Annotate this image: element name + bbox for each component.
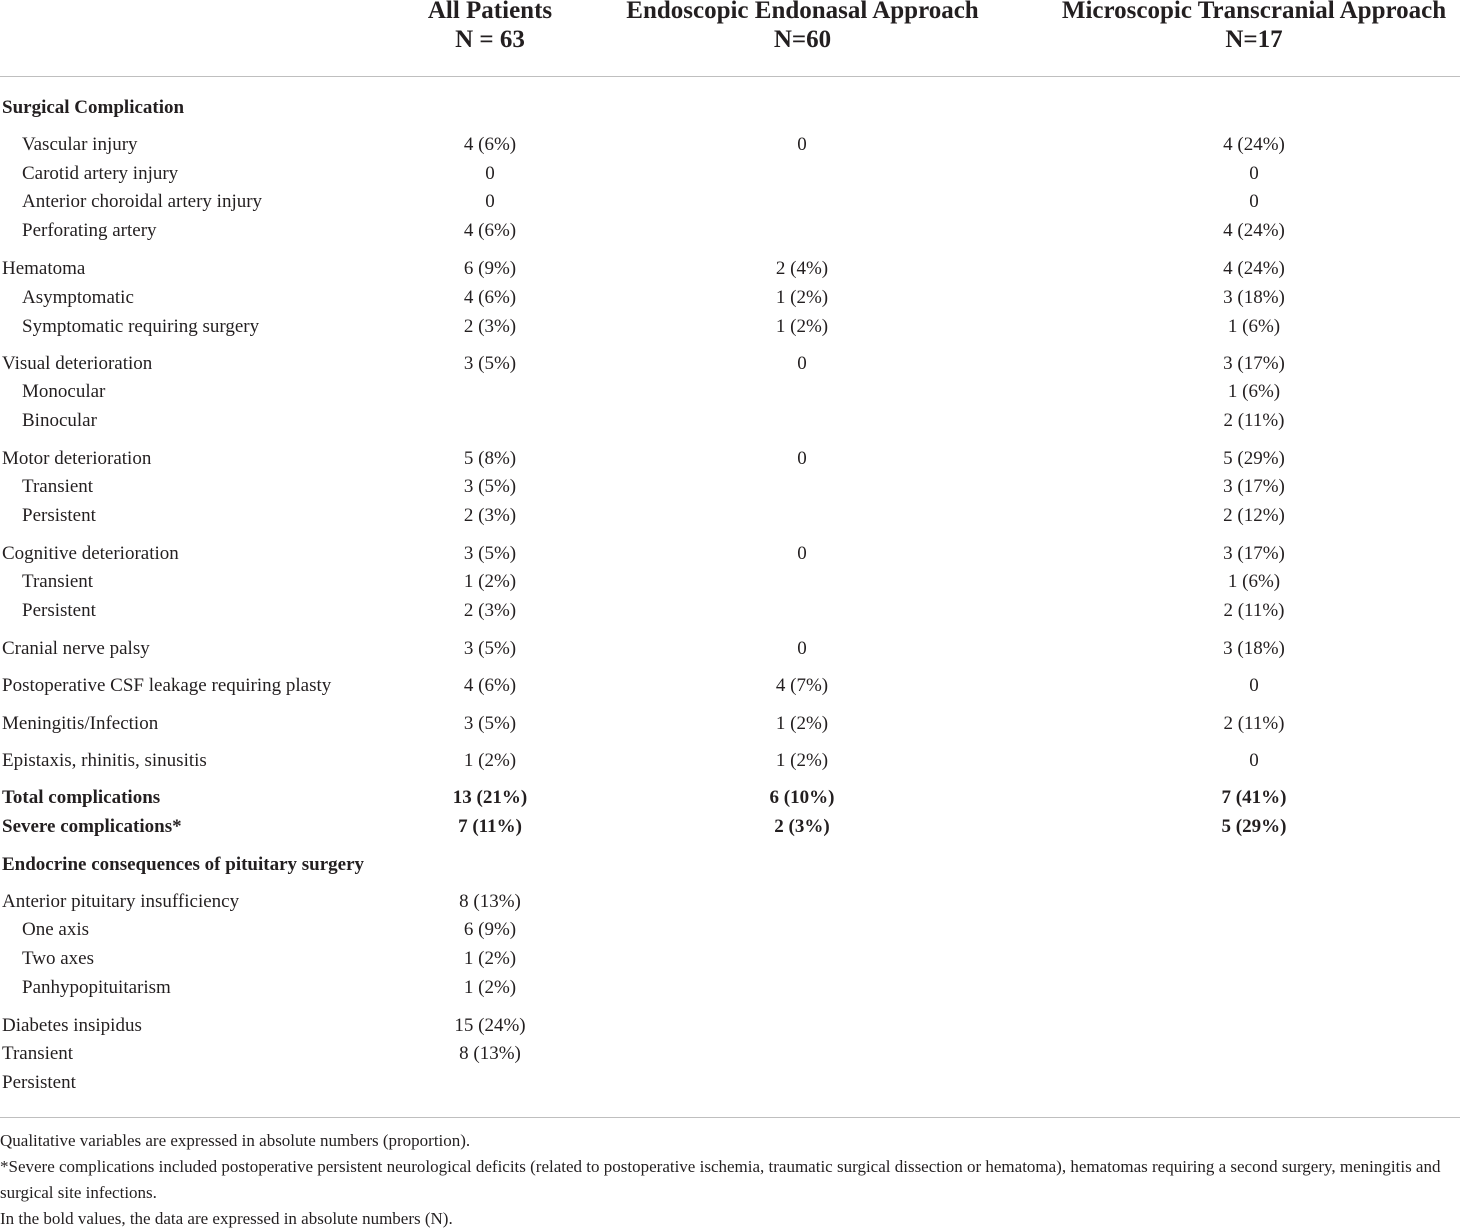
table-row [0, 407, 1460, 435]
row-label: Monocular [22, 381, 106, 402]
column-header-count: N = 63 [455, 26, 525, 53]
row-label: Panhypopituitarism [22, 977, 171, 998]
cell-c3: 3 (17%) [1223, 543, 1285, 564]
column-header-microscopic [1045, 0, 1460, 54]
cell-c2: 2 (4%) [775, 258, 829, 279]
table-row [0, 945, 1460, 973]
cell-c2: 2 (3%) [774, 816, 830, 837]
row-label: Perforating artery [22, 220, 157, 241]
row-label: Asymptomatic [22, 287, 134, 308]
cell-c3: 3 (18%) [1223, 287, 1285, 308]
row-label: Anterior pituitary insufficiency [2, 891, 240, 912]
table-row [0, 502, 1460, 530]
cell-c3: 3 (17%) [1223, 476, 1285, 497]
table-row [0, 747, 1460, 775]
cell-c1: 3 (5%) [463, 476, 517, 497]
table-row [0, 784, 1460, 812]
row-label: Transient [22, 571, 94, 592]
cell-c1: 1 (2%) [463, 571, 517, 592]
row-label: One axis [22, 919, 90, 940]
cell-c1: 3 (5%) [463, 353, 517, 374]
table-row [0, 597, 1460, 625]
row-label: Symptomatic requiring surgery [22, 316, 260, 337]
cell-c2: 0 [797, 638, 807, 659]
row-label: Diabetes insipidus [2, 1015, 142, 1036]
table-row [0, 160, 1460, 188]
row-label: Carotid artery injury [22, 163, 179, 184]
cell-c3: 1 (6%) [1227, 381, 1281, 402]
column-header-title: Endoscopic Endonasal Approach [626, 0, 979, 24]
table-row [0, 1040, 1460, 1068]
row-label: Total complications [2, 787, 161, 808]
table-row [0, 131, 1460, 159]
table-row [0, 672, 1460, 700]
row-label: Surgical Complication [2, 97, 185, 118]
table-row [0, 217, 1460, 245]
table-header [0, 0, 1460, 77]
cell-c1: 2 (3%) [463, 600, 517, 621]
row-label: Binocular [22, 410, 97, 431]
cell-c3: 1 (6%) [1227, 571, 1281, 592]
cell-c1: 3 (5%) [463, 638, 517, 659]
table-row [0, 888, 1460, 916]
cell-c2: 1 (2%) [775, 713, 829, 734]
cell-c1: 7 (11%) [458, 816, 522, 837]
cell-c2: 0 [797, 353, 807, 374]
table-row [0, 188, 1460, 216]
cell-c3: 5 (29%) [1223, 448, 1285, 469]
footnote-bold-values: In the bold values, the data are expressed in absolute numbers (N). [0, 1209, 453, 1228]
cell-c3: 4 (24%) [1223, 220, 1285, 241]
cell-c3: 2 (11%) [1223, 713, 1285, 734]
cell-c1: 6 (9%) [463, 919, 517, 940]
row-label: Transient [2, 1043, 74, 1064]
column-header-endoscopic [585, 0, 1020, 54]
row-label: Motor deterioration [2, 448, 152, 469]
cell-c3: 4 (24%) [1223, 134, 1285, 155]
cell-c1: 3 (5%) [463, 713, 517, 734]
table-row [0, 94, 1460, 122]
row-label: Epistaxis, rhinitis, sinusitis [2, 750, 207, 771]
table-row [0, 255, 1460, 283]
column-header-count: N=60 [773, 26, 832, 53]
cell-c2: 1 (2%) [775, 287, 829, 308]
row-label: Persistent [22, 600, 96, 621]
row-label: Meningitis/Infection [2, 713, 159, 734]
cell-c1: 1 (2%) [463, 977, 517, 998]
table-row [0, 974, 1460, 1002]
column-header-title: All Patients [427, 0, 553, 24]
row-label: Persistent [2, 1072, 76, 1093]
cell-c1: 3 (5%) [463, 543, 517, 564]
cell-c1: 0 [485, 163, 495, 184]
cell-c1: 1 (2%) [463, 750, 517, 771]
cell-c3: 4 (24%) [1223, 258, 1285, 279]
row-label: Visual deterioration [2, 353, 153, 374]
cell-c2: 0 [797, 134, 807, 155]
cell-c3: 3 (18%) [1223, 638, 1285, 659]
cell-c3: 7 (41%) [1221, 787, 1287, 808]
row-label: Transient [22, 476, 94, 497]
cell-c1: 4 (6%) [463, 287, 517, 308]
cell-c1: 15 (24%) [454, 1015, 526, 1036]
cell-c1: 4 (6%) [463, 220, 517, 241]
row-label: Two axes [22, 948, 95, 969]
cell-c3: 3 (17%) [1223, 353, 1285, 374]
row-label: Hematoma [2, 258, 86, 279]
table-row [0, 313, 1460, 341]
row-label: Cognitive deterioration [2, 543, 179, 564]
cell-c2: 1 (2%) [775, 750, 829, 771]
row-label: Endocrine consequences of pituitary surgery [2, 854, 365, 875]
cell-c1: 13 (21%) [452, 787, 528, 808]
table-row [0, 1069, 1460, 1097]
cell-c3: 0 [1249, 750, 1259, 771]
table-row [0, 445, 1460, 473]
cell-c3: 0 [1249, 675, 1259, 696]
cell-c1: 4 (6%) [463, 134, 517, 155]
cell-c1: 5 (8%) [463, 448, 517, 469]
cell-c3: 2 (11%) [1223, 600, 1285, 621]
row-label: Severe complications* [2, 816, 182, 837]
cell-c1: 4 (6%) [463, 675, 517, 696]
table-row [0, 473, 1460, 501]
table-row [0, 284, 1460, 312]
cell-c3: 0 [1249, 191, 1259, 212]
cell-c3: 1 (6%) [1227, 316, 1281, 337]
cell-c1: 8 (13%) [459, 891, 521, 912]
row-label: Persistent [22, 505, 96, 526]
table-row [0, 568, 1460, 596]
cell-c2: 1 (2%) [775, 316, 829, 337]
row-label: Cranial nerve palsy [2, 638, 150, 659]
footnote-qualitative: Qualitative variables are expressed in absolute numbers (proportion). [0, 1131, 471, 1150]
cell-c3: 5 (29%) [1221, 816, 1287, 837]
cell-c2: 4 (7%) [775, 675, 829, 696]
table-row [0, 916, 1460, 944]
cell-c2: 6 (10%) [769, 787, 835, 808]
row-label: Postoperative CSF leakage requiring plasty [2, 675, 332, 696]
cell-c1: 0 [485, 191, 495, 212]
cell-c2: 0 [797, 448, 807, 469]
cell-c1: 1 (2%) [463, 948, 517, 969]
table-row [0, 540, 1460, 568]
column-header-title: Microscopic Transcranial Approach [1061, 0, 1447, 24]
cell-c3: 0 [1249, 163, 1259, 184]
table-row [0, 813, 1460, 841]
table-row [0, 1012, 1460, 1040]
table-row [0, 350, 1460, 378]
cell-c1: 8 (13%) [459, 1043, 521, 1064]
cell-c2: 0 [797, 543, 807, 564]
table-row [0, 635, 1460, 663]
cell-c1: 2 (3%) [463, 316, 517, 337]
column-header-count: N=17 [1225, 26, 1283, 53]
table-row [0, 378, 1460, 406]
cell-c3: 2 (12%) [1223, 505, 1285, 526]
cell-c1: 2 (3%) [463, 505, 517, 526]
row-label: Vascular injury [22, 134, 138, 155]
table-row [0, 710, 1460, 738]
row-label: Anterior choroidal artery injury [22, 191, 263, 212]
cell-c1: 6 (9%) [463, 258, 517, 279]
cell-c3: 2 (11%) [1223, 410, 1285, 431]
footnote-severe-complications: *Severe complications included postoperative persistent neurological deficits (related to postoperative ischemia, traumatic surgical dissection or hematoma), hematomas requiring a second surgery, meningitis and surgical site infections. [0, 1157, 1441, 1202]
table-row [0, 851, 1460, 879]
table-footnotes [0, 1117, 1460, 1232]
